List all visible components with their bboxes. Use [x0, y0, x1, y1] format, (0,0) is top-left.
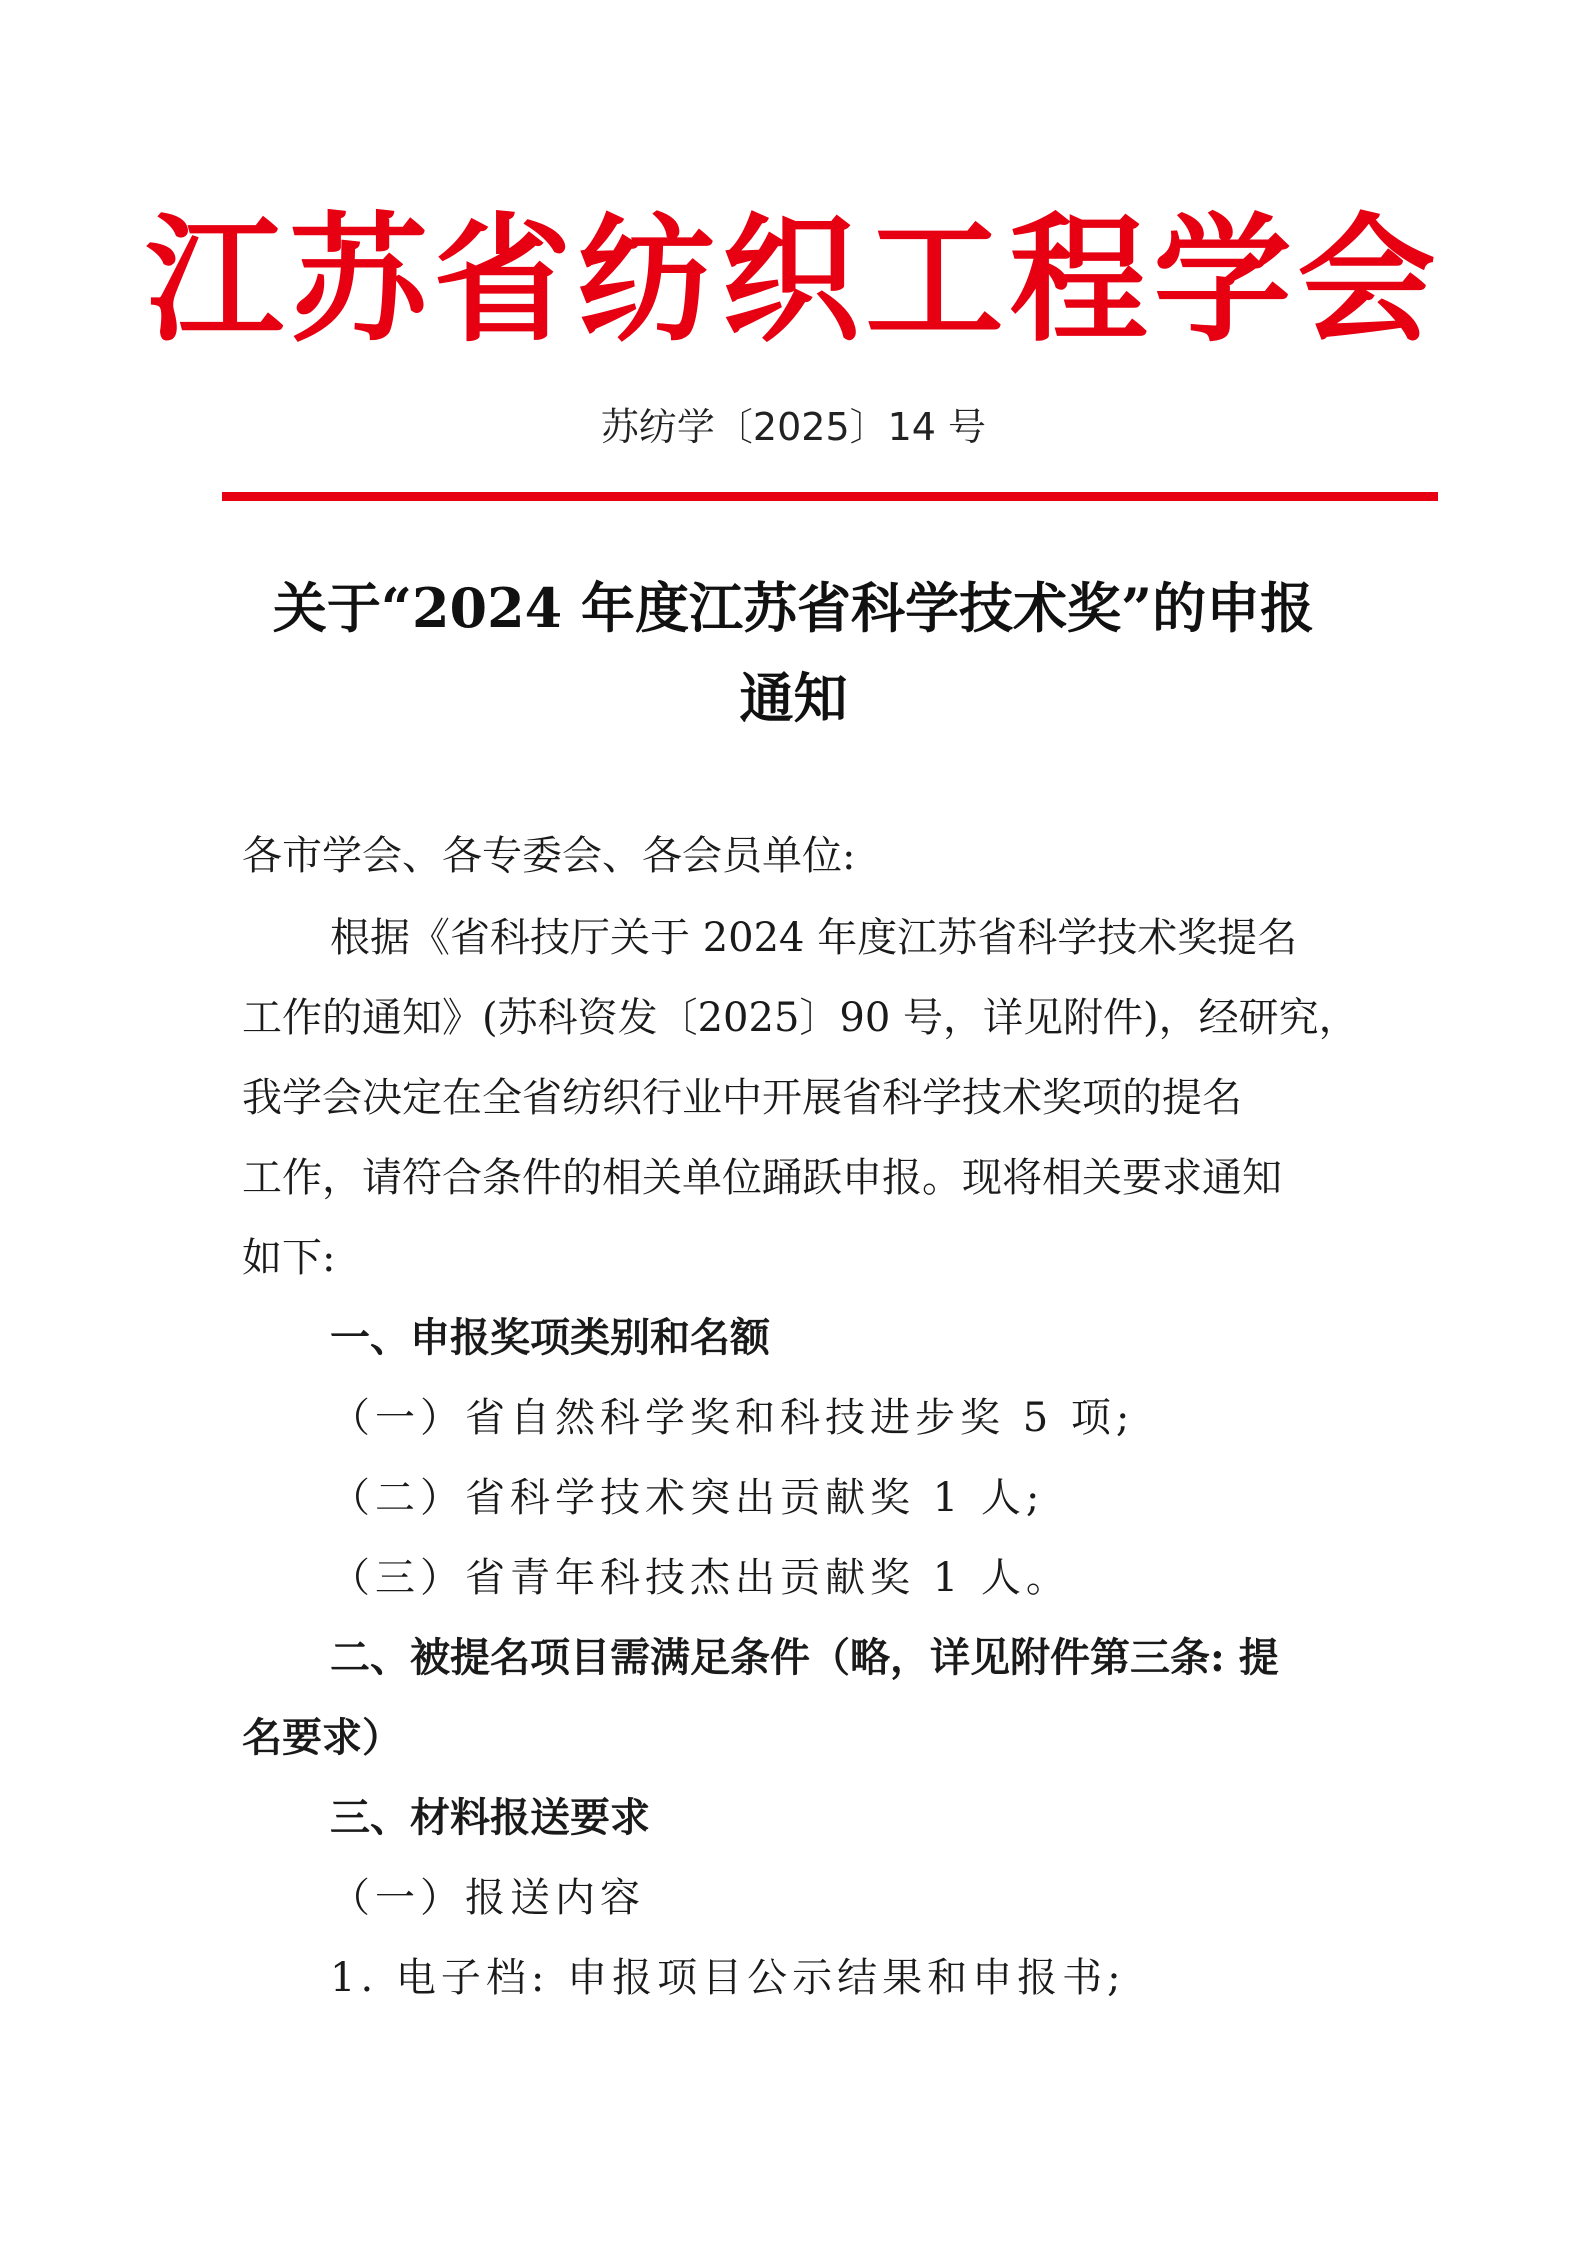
notice-headline-line-1: 关于“2024 年度江苏省科学技术奖”的申报: [272, 576, 1315, 640]
submission-subheading: （一）报送内容: [330, 1875, 645, 1921]
award-category-item: （一）省自然科学奖和科技进步奖 5 项;: [330, 1395, 1135, 1441]
section-heading-award-categories: 一、申报奖项类别和名额: [330, 1314, 770, 1361]
intro-paragraph-line: 如下:: [242, 1235, 336, 1281]
intro-paragraph-line: 工作，请符合条件的相关单位踊跃申报。现将相关要求通知: [242, 1155, 1282, 1201]
intro-paragraph-line: 我学会决定在全省纺织行业中开展省科学技术奖项的提名: [242, 1075, 1242, 1121]
organization-title: 江苏省纺织工程学会: [145, 198, 1442, 361]
intro-paragraph-line: 根据《省科技厅关于 2024 年度江苏省科学技术奖提名: [330, 915, 1298, 961]
award-category-item: （二）省科学技术突出贡献奖 1 人;: [330, 1475, 1045, 1521]
submission-item: 1. 电子档: 申报项目公示结果和申报书;: [330, 1955, 1126, 2001]
document-number: 苏纺学〔2025〕14 号: [600, 405, 987, 449]
award-category-item: （三）省青年科技杰出贡献奖 1 人。: [330, 1555, 1071, 1601]
red-divider-rule: [222, 492, 1438, 501]
salutation: 各市学会、各专委会、各会员单位:: [242, 833, 856, 879]
section-heading-eligibility-cont: 名要求）: [242, 1714, 402, 1761]
intro-paragraph-line: 工作的通知》(苏科资发〔2025〕90 号，详见附件)，经研究，: [242, 995, 1359, 1041]
section-heading-submission: 三、材料报送要求: [330, 1794, 650, 1841]
notice-headline-line-2: 通知: [739, 666, 848, 730]
section-heading-eligibility: 二、被提名项目需满足条件（略，详见附件第三条: 提: [330, 1634, 1279, 1681]
